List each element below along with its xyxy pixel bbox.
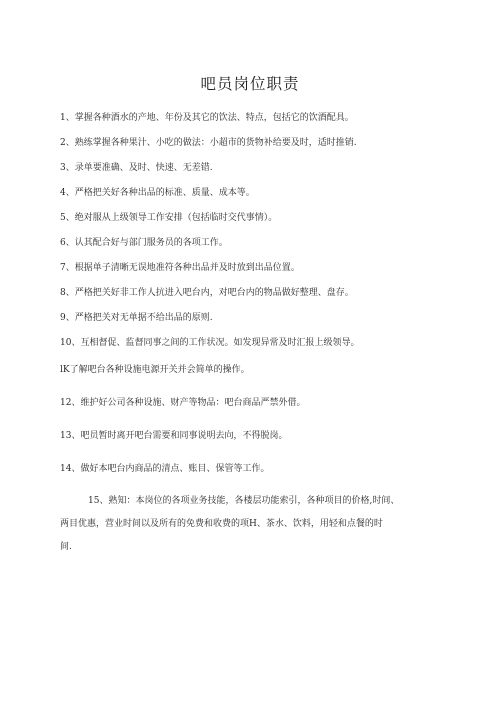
duty-item-13: 13、吧员暂时离开吧台需要和同事说明去向，不得脱岗。: [60, 431, 288, 441]
duty-item-9: 9、严格把关对无单据不给出品的原则.: [60, 313, 213, 323]
duty-item-4: 4、严格把关好各种出品的标准、质量、成本等。: [60, 188, 255, 198]
duty-item-14: 14、做好本吧台内商品的清点、账目、保管等工作。: [60, 464, 270, 474]
duty-item-2: 2、熟练掌握各种果汁、小吃的做法：小超市的货物补给要及时，适时推销.: [60, 138, 357, 148]
duty-item-12: 12、维护好公司各种设施、财产等物品：吧台商品严禁外借。: [60, 398, 306, 408]
duty-item-1: 1、掌握各种酒水的产地、年份及其它的饮法、特点，包括它的饮酒配具。: [60, 113, 354, 123]
duty-item-10: 10、互相督促、监督同事之间的工作状况。如发现异常及时汇报上级领导。: [60, 338, 360, 348]
duty-item-8: 8、严格把关好非工作人抗进入吧台内，对吧台内的物品做好整理、盘存。: [60, 288, 354, 298]
duty-item-7: 7、根据单子清晰无误地准符各种出品并及时放到出品位置。: [60, 263, 300, 273]
paragraph-line-3: 间.: [60, 542, 72, 552]
duty-item-5: 5、绝对服从上级领导工作安排（包括临时交代事情）。: [60, 213, 278, 223]
duty-item-11: lK了解吧台各种设施电源开关并会简单的操作。: [60, 365, 250, 375]
duty-item-6: 6、认其配合好与部门服务员的各项工作。: [60, 238, 228, 248]
document-title: 吧员岗位职责: [200, 75, 300, 93]
paragraph-line-1: 15、熟知：本岗位的各项业务技能，各楼层功能索引，各种项目的价格,时间、: [88, 496, 400, 506]
paragraph-line-2: 两目优惠，营业时间以及所有的免费和收费的项H、茶水、饮料，用轻和点餐的时: [60, 519, 383, 529]
duty-item-3: 3、录单要准确、及时、快速、无差错.: [60, 163, 213, 173]
